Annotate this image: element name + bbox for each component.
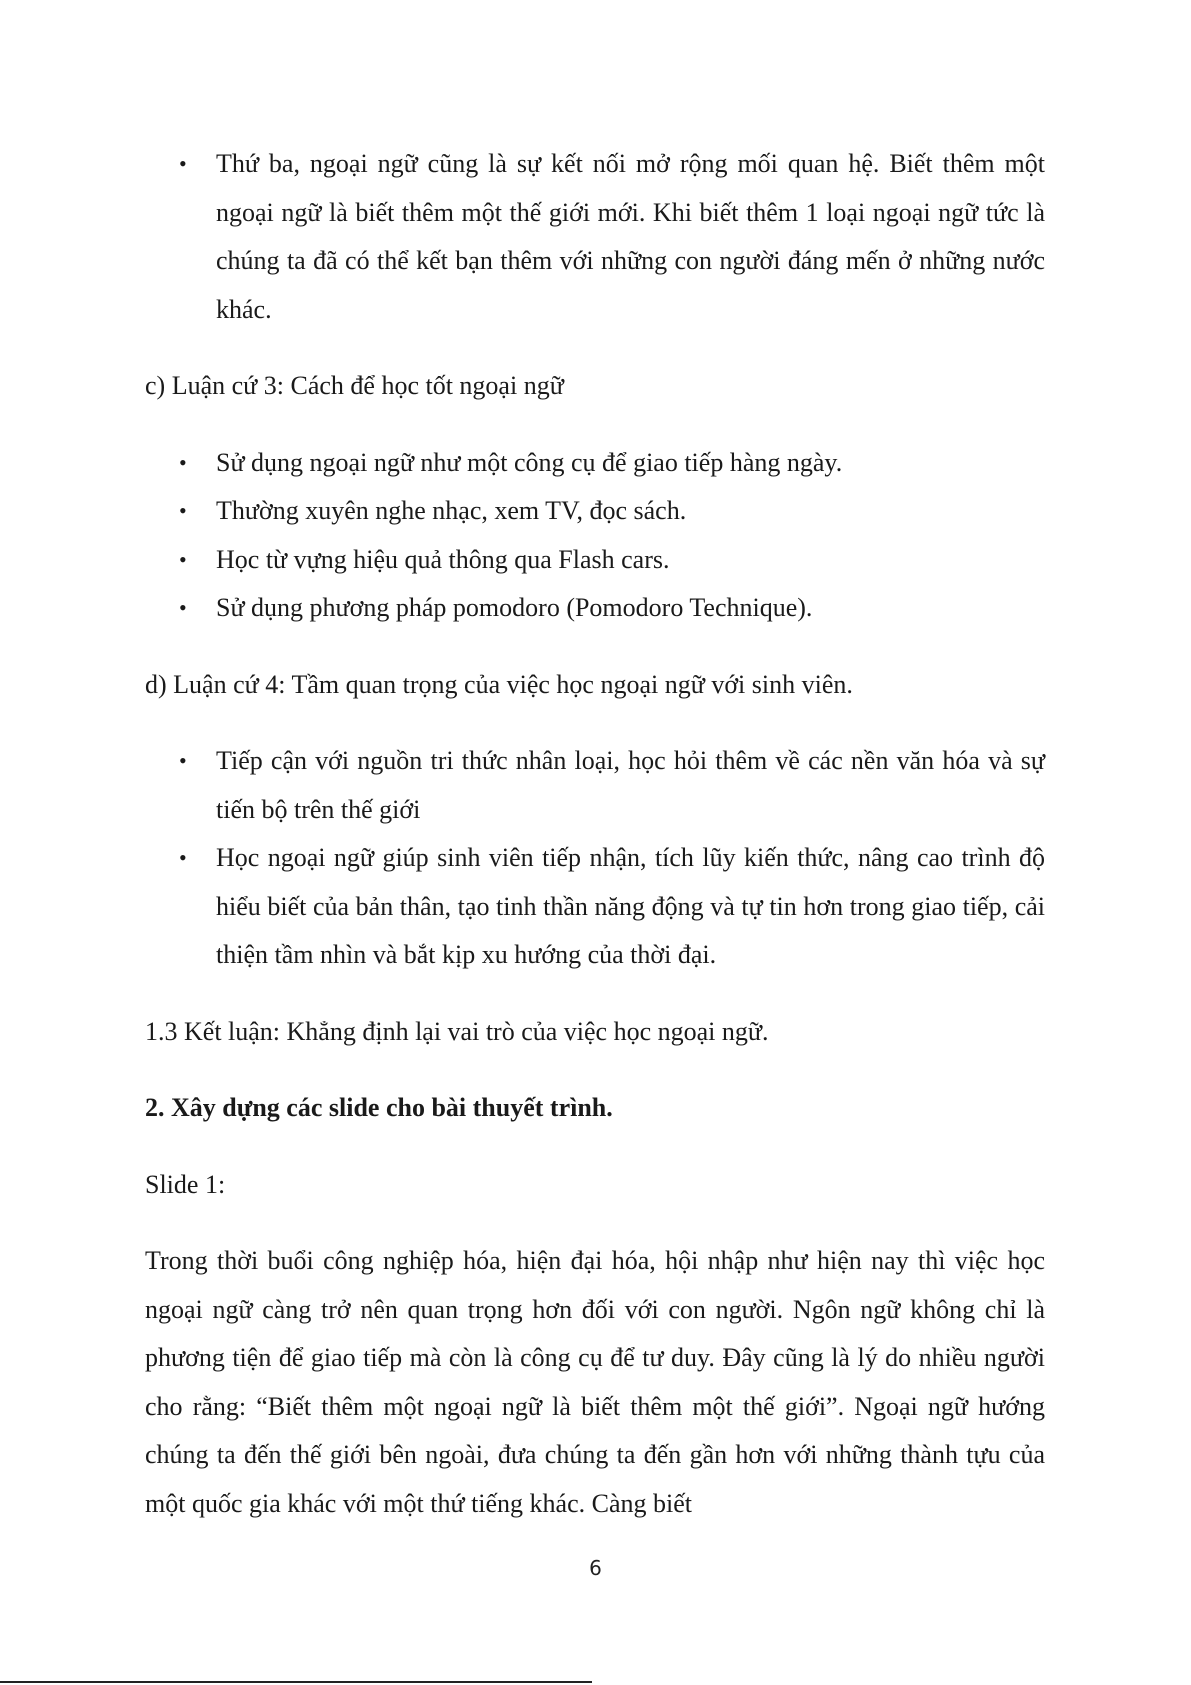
section-2-title: 2. Xây dựng các slide cho bài thuyết trình. xyxy=(145,1093,613,1122)
list-item xyxy=(145,536,1045,585)
list-item-text: Sử dụng phương pháp pomodoro (Pomodoro Technique). xyxy=(216,593,813,622)
list-item xyxy=(145,737,1045,834)
list-item xyxy=(145,439,1045,488)
bullet-list-intro xyxy=(145,140,1045,334)
slide-paragraph: Trong thời buổi công nghiệp hóa, hiện đại hóa, hội nhập như hiện nay thì việc học ngoại ngữ càng trở nên quan trọng hơn đối với con người. Ngôn ngữ không chỉ là phương tiện để giao tiếp mà còn là công cụ để tư duy. Đây cũng là lý do nhiều người cho rằng: “Biết thêm một ngoại ngữ là biết thêm một thế giới”. Ngoại ngữ hướng chúng ta đến thế giới bên ngoài, đưa chúng ta đến gần hơn với những thành tựu của một quốc gia khác với một thứ tiếng khác. Càng biết xyxy=(145,1246,1045,1518)
list-item-text: Tiếp cận với nguồn tri thức nhân loại, học hỏi thêm về các nền văn hóa và sự tiến bộ trên thế giới xyxy=(216,746,1045,824)
bullet-icon: • xyxy=(179,151,187,176)
footer-divider xyxy=(0,1681,592,1683)
bullet-icon: • xyxy=(179,845,187,870)
list-item-text: Sử dụng ngoại ngữ như một công cụ để giao tiếp hàng ngày. xyxy=(216,447,843,477)
bullet-list-section-c xyxy=(145,439,1045,633)
list-item-text: Thường xuyên nghe nhạc, xem TV, đọc sách. xyxy=(216,496,687,525)
bullet-icon: • xyxy=(179,748,187,773)
section-d-heading: d) Luận cứ 4: Tầm quan trọng của việc học ngoại ngữ với sinh viên. xyxy=(145,669,853,699)
section-c-heading: c) Luận cứ 3: Cách để học tốt ngoại ngữ xyxy=(145,371,564,400)
list-item xyxy=(145,487,1045,536)
page-content xyxy=(145,140,1045,1528)
list-item-text: Học từ vựng hiệu quả thông qua Flash cars. xyxy=(216,544,670,574)
bullet-icon: • xyxy=(179,498,187,523)
list-item-text: Thứ ba, ngoại ngữ cũng là sự kết nối mở rộng mối quan hệ. Biết thêm một ngoại ngữ là biết thêm một thế giới mới. Khi biết thêm 1 loại ngoại ngữ tức là chúng ta đã có thể kết bạn thêm với những con người đáng mến ở những nước khác. xyxy=(216,149,1045,324)
slide-label: Slide 1: xyxy=(145,1169,226,1199)
bullet-icon: • xyxy=(179,546,187,572)
list-item xyxy=(145,584,1045,633)
page-number: 6 xyxy=(589,1556,602,1580)
bullet-icon: • xyxy=(179,449,187,475)
list-item-text: Học ngoại ngữ giúp sinh viên tiếp nhận, tích lũy kiến thức, nâng cao trình độ hiểu biết của bản thân, tạo tinh thần năng động và tự tin hơn trong giao tiếp, cải thiện tầm nhìn và bắt kịp xu hướng của thời đại. xyxy=(216,843,1045,969)
bullet-list-section-d xyxy=(145,737,1045,980)
list-item xyxy=(145,140,1045,334)
bullet-icon: • xyxy=(179,595,187,620)
list-item xyxy=(145,834,1045,980)
conclusion-heading: 1.3 Kết luận: Khẳng định lại vai trò của việc học ngoại ngữ. xyxy=(145,1016,769,1046)
